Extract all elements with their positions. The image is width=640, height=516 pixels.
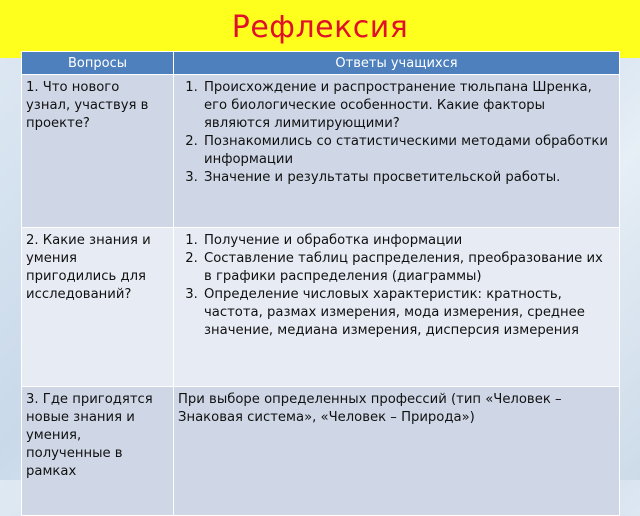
list-item: 3. Определение числовых характеристик: кратность, частота, размах измерения, мода измерения, среднее значение, медиана измерения, дисперсия измерения [202,286,613,340]
question-cell: 2. Какие знания и умения пригодились для исследований? [22,228,174,387]
reflection-table [21,51,620,516]
slide-title: Рефлексия [231,10,409,45]
answer-list [178,79,613,187]
table-row [22,228,620,387]
list-item: 3. Значение и результаты просветительской работы. [202,169,613,187]
answer-cell [174,75,620,228]
answer-cell [174,228,620,387]
list-item: 2. Составление таблиц распределения, преобразование их в графики распределения (диаграммы) [202,250,613,286]
answer-cell: При выборе определенных профессий (тип «Человек – Знаковая система», «Человек – Природа») [174,387,620,516]
list-item: 1. Происхождение и распространение тюльпана Шренка, его биологические особенности. Какие факторы являются лимитирующими? [202,79,613,133]
table-row [22,75,620,228]
header-answers: Ответы учащихся [174,52,620,75]
table-row [22,387,620,516]
header-questions: Вопросы [22,52,174,75]
table-header-row [22,52,620,75]
question-cell: 1. Что нового узнал, участвуя в проекте? [22,75,174,228]
answer-list [178,232,613,340]
question-cell: 3. Где пригодятся новые знания и умения, полученные в рамках [22,387,174,516]
list-item: 1. Получение и обработка информации [202,232,613,250]
list-item: 2. Познакомились со статистическими методами обработки информации [202,133,613,169]
